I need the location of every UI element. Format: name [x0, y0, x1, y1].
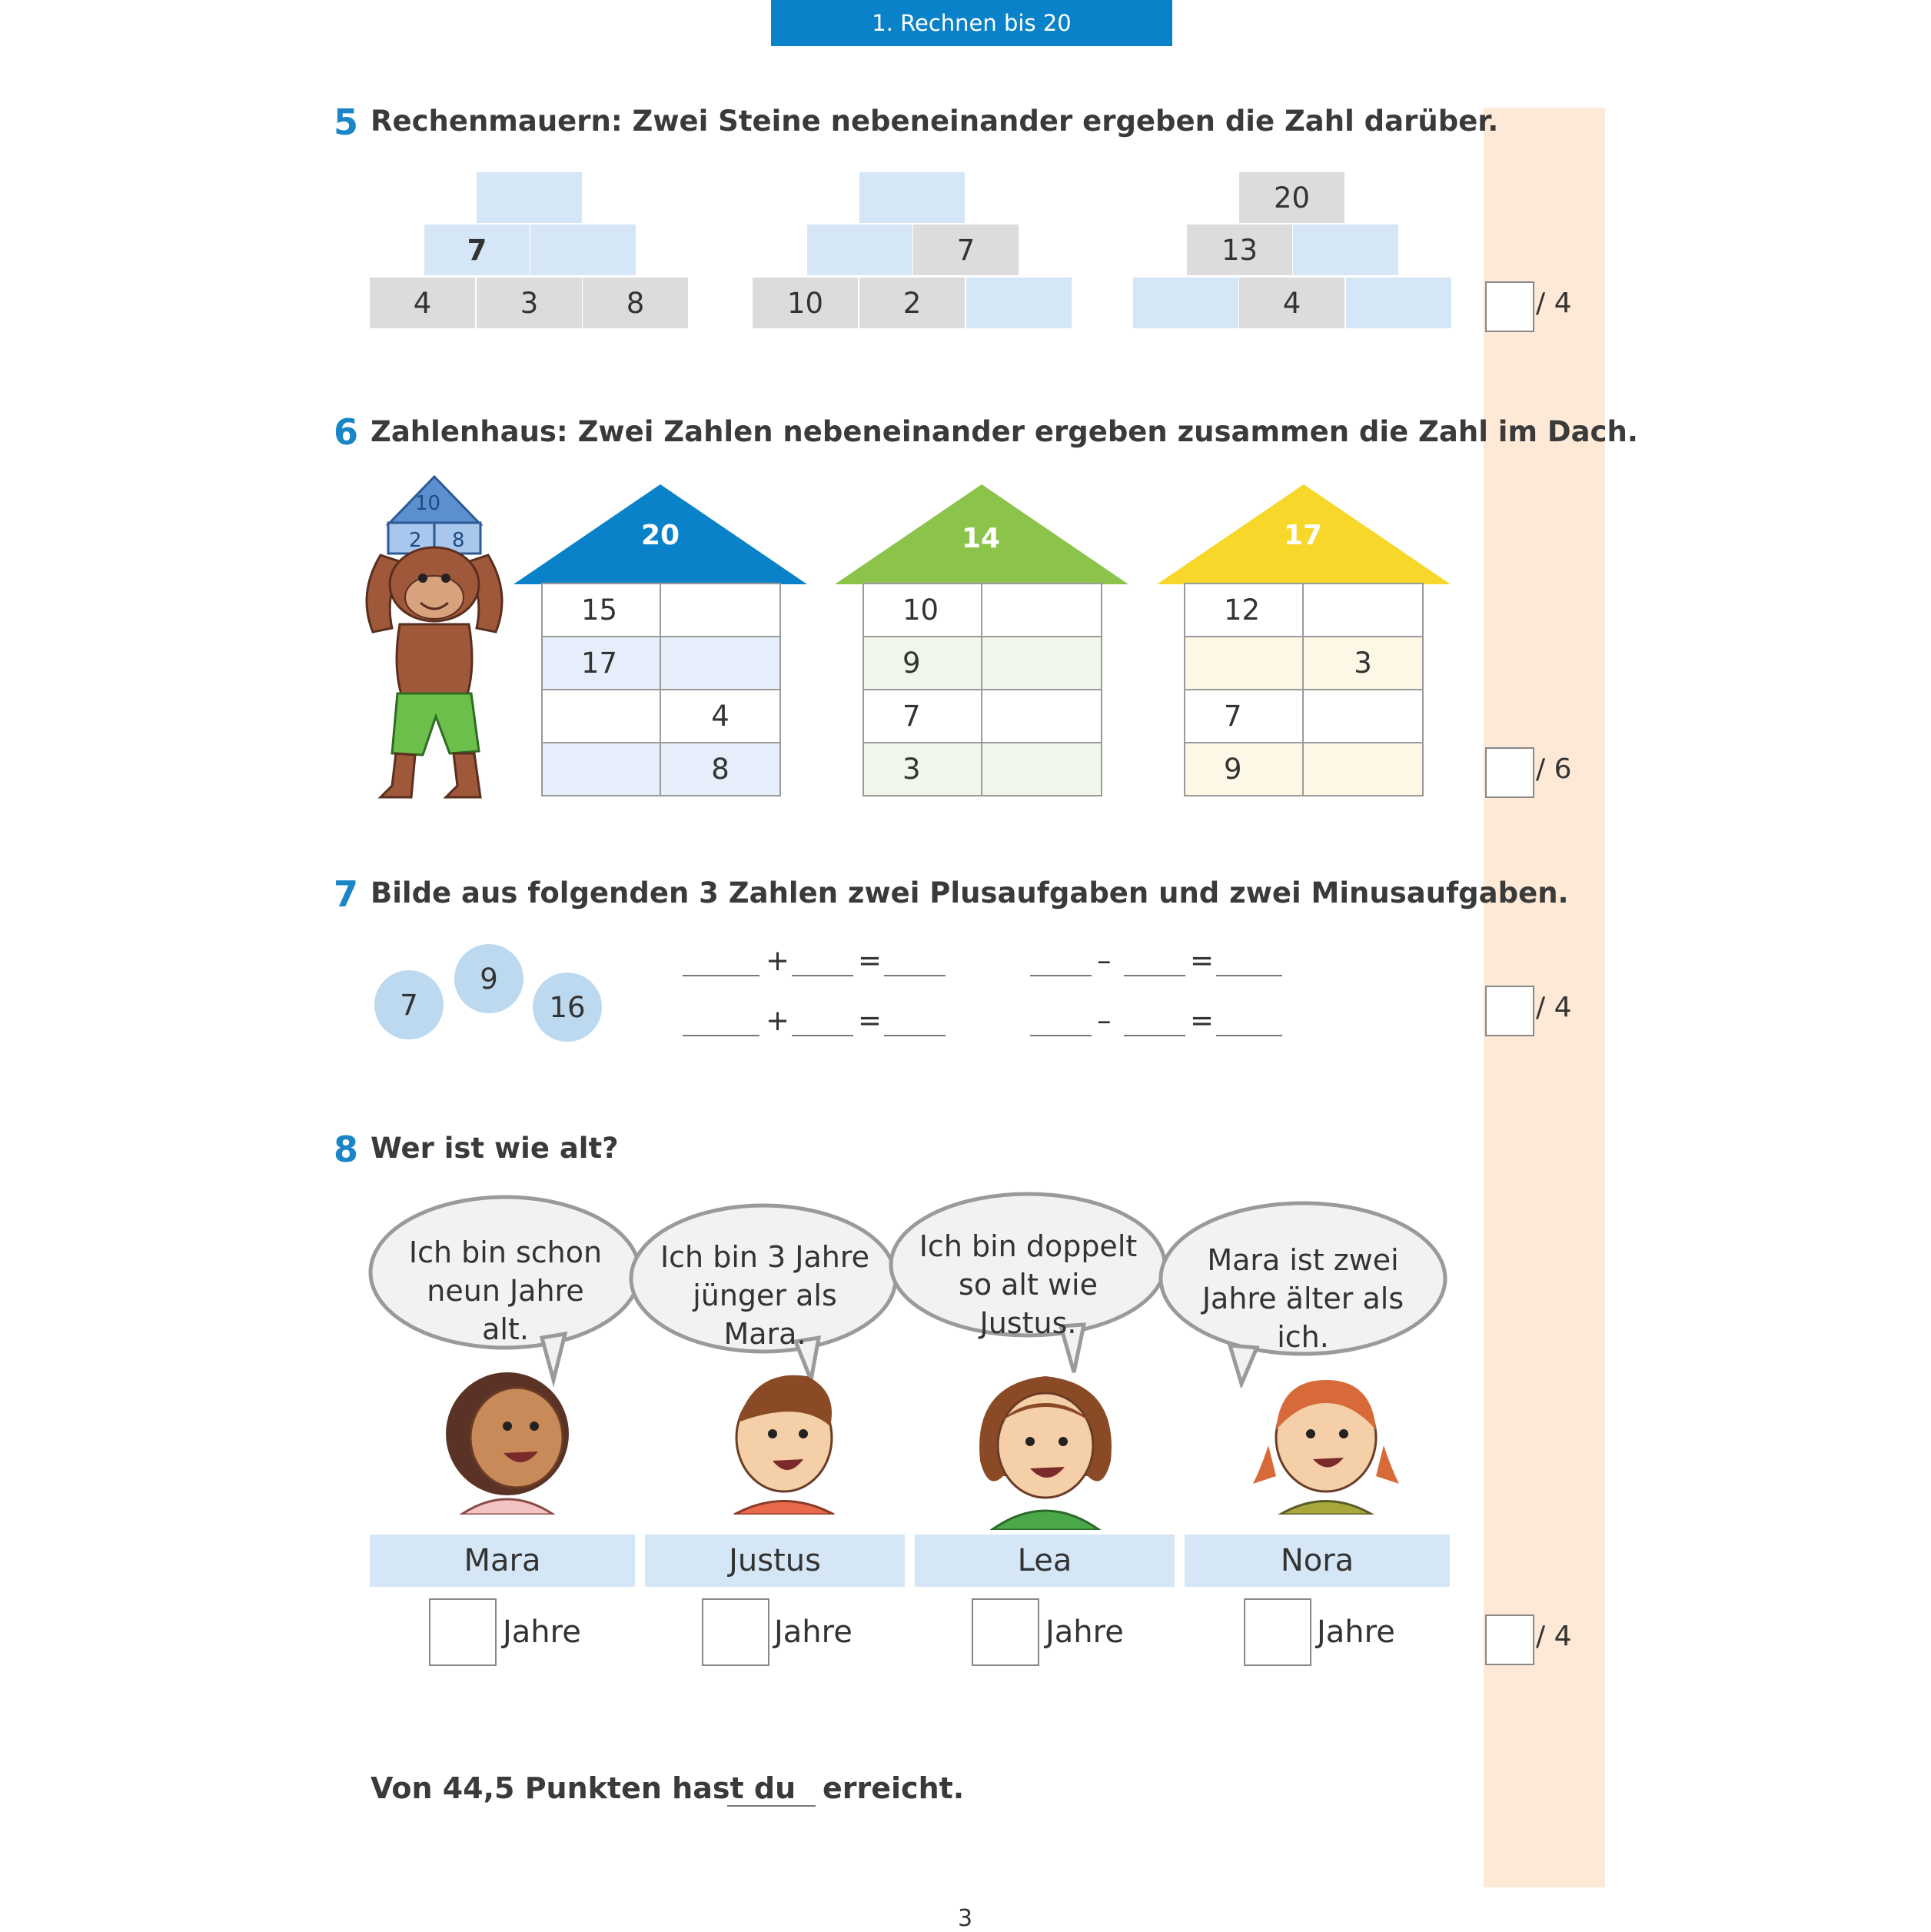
wall-2-mid-left[interactable]: [807, 224, 912, 275]
plus-2-operand-2[interactable]: [792, 1035, 853, 1036]
minus-1-sign: –: [1097, 944, 1112, 977]
wall-2-mid-right: 7: [913, 224, 1019, 275]
house-1-cell: 15: [542, 584, 660, 637]
speech-justus-line-1: Ich bin 3 Jahre: [660, 1240, 870, 1274]
score-max-ex6: / 6: [1536, 753, 1572, 785]
house-3-cell[interactable]: [1303, 690, 1423, 743]
house-2-cell: 10: [863, 584, 982, 637]
monkey-illustration: [350, 471, 519, 803]
house-3-cell[interactable]: [1303, 584, 1423, 637]
score-box-ex5[interactable]: [1485, 281, 1534, 332]
wall-3-bottom-3[interactable]: [1346, 278, 1451, 328]
number-circle-9: 9: [454, 944, 523, 1013]
plus-1-result[interactable]: [884, 975, 946, 976]
age-input-nora[interactable]: [1244, 1598, 1311, 1666]
minus-1-equals: =: [1190, 944, 1215, 977]
wall-3-bottom-1[interactable]: [1133, 278, 1238, 328]
page-number: 3: [958, 1905, 973, 1932]
house-1-cell[interactable]: [542, 743, 660, 796]
exercise-6-number: 6: [334, 411, 359, 453]
monkey-roof-number: 10: [415, 492, 441, 515]
house-1-cell[interactable]: [660, 584, 780, 637]
wall-2-bottom-3[interactable]: [966, 278, 1072, 328]
house-3-table: [1184, 583, 1424, 796]
score-max-ex7: / 4: [1536, 992, 1572, 1023]
house-2-roof-number: 14: [961, 523, 1001, 554]
chapter-header: 1. Rechnen bis 20: [771, 0, 1172, 46]
minus-2-operand-2[interactable]: [1124, 1035, 1185, 1036]
wall-1-mid-left: 7: [424, 224, 530, 275]
minus-2-equals: =: [1190, 1004, 1215, 1037]
speech-nora-line-2: Jahre älter als ich.: [1201, 1282, 1404, 1354]
house-1-cell[interactable]: [542, 690, 660, 743]
speech-nora-line-1: Mara ist zwei: [1207, 1243, 1399, 1277]
minus-2-sign: –: [1097, 1004, 1112, 1037]
footer-text-after: erreicht.: [823, 1771, 965, 1805]
exercise-7-instruction: Bilde aus folgenden 3 Zahlen zwei Plusaufgaben und zwei Minusaufgaben.: [371, 876, 1569, 909]
house-3-cell: 7: [1185, 690, 1303, 743]
minus-2-result[interactable]: [1216, 1035, 1282, 1036]
house-2-table: [862, 583, 1102, 796]
age-input-justus[interactable]: [702, 1598, 769, 1666]
nora-illustration: [1245, 1361, 1407, 1515]
mara-illustration: [430, 1361, 584, 1515]
house-1-roof-number: 20: [640, 520, 680, 551]
age-input-lea[interactable]: [972, 1598, 1039, 1666]
exercise-6-instruction: Zahlenhaus: Zwei Zahlen nebeneinander ergeben zusammen die Zahl im Dach.: [371, 415, 1638, 448]
score-box-ex7[interactable]: [1485, 986, 1534, 1036]
lea-illustration: [957, 1361, 1134, 1530]
house-1-cell: 8: [660, 743, 780, 796]
score-max-ex5: / 4: [1536, 288, 1572, 319]
plus-2-sign: +: [766, 1004, 790, 1037]
score-max-ex8: / 4: [1536, 1621, 1572, 1652]
house-3-cell: 9: [1185, 743, 1303, 796]
house-1-cell[interactable]: [660, 637, 780, 690]
plus-1-operand-1[interactable]: [683, 975, 759, 976]
wall-3-top: 20: [1239, 172, 1344, 223]
age-input-mara[interactable]: [429, 1598, 497, 1666]
age-unit-justus: Jahre: [774, 1614, 852, 1650]
exercise-8-instruction: Wer ist wie alt?: [371, 1132, 619, 1165]
name-nora: Nora: [1185, 1535, 1450, 1587]
wall-3-mid-right[interactable]: [1293, 224, 1398, 275]
speech-justus-line-2: jünger als Mara.: [693, 1279, 837, 1351]
wall-1-bottom-3: 8: [583, 278, 688, 328]
wall-2-bottom-2: 2: [859, 278, 965, 328]
house-2-cell[interactable]: [982, 743, 1102, 796]
monkey-left-number: 2: [409, 529, 422, 552]
house-3-cell[interactable]: [1303, 743, 1423, 796]
minus-1-operand-1[interactable]: [1030, 975, 1092, 976]
plus-2-result[interactable]: [884, 1035, 946, 1036]
house-3-cell[interactable]: [1185, 637, 1303, 690]
wall-1-bottom-1: 4: [370, 278, 475, 328]
justus-illustration: [707, 1361, 861, 1515]
house-1-table: [541, 583, 781, 796]
speech-lea-line-2: so alt wie Justus.: [959, 1268, 1098, 1340]
speech-mara-line-2: neun Jahre alt.: [427, 1274, 584, 1346]
wall-3-bottom-2: 4: [1239, 278, 1344, 328]
number-circle-16: 16: [533, 973, 602, 1042]
house-2-cell: 9: [863, 637, 982, 690]
wall-1-bottom-2: 3: [477, 278, 582, 328]
house-2-cell[interactable]: [982, 690, 1102, 743]
name-mara: Mara: [370, 1535, 635, 1587]
house-2-cell: 7: [863, 690, 982, 743]
exercise-5-instruction: Rechenmauern: Zwei Steine nebeneinander ergeben die Zahl darüber.: [371, 105, 1499, 138]
house-3-cell: 3: [1303, 637, 1423, 690]
minus-2-operand-1[interactable]: [1030, 1035, 1092, 1036]
house-3-cell: 12: [1185, 584, 1303, 637]
wall-2-top[interactable]: [859, 172, 965, 223]
exercise-5-number: 5: [334, 101, 359, 143]
speech-mara-line-1: Ich bin schon: [408, 1235, 603, 1269]
speech-mara: [400, 1233, 611, 1348]
house-2-cell[interactable]: [982, 584, 1102, 637]
speech-lea-line-1: Ich bin doppelt: [919, 1229, 1138, 1263]
number-circle-7: 7: [374, 970, 444, 1039]
wall-3-mid-left: 13: [1187, 224, 1292, 275]
monkey-right-number: 8: [452, 529, 465, 552]
score-box-ex8[interactable]: [1485, 1614, 1534, 1665]
plus-1-operand-2[interactable]: [792, 975, 853, 976]
wall-1-top[interactable]: [477, 172, 582, 223]
plus-1-sign: +: [766, 944, 790, 977]
house-1-cell: 17: [542, 637, 660, 690]
score-box-ex6[interactable]: [1485, 747, 1534, 798]
speech-justus: [650, 1238, 880, 1353]
speech-nora: [1176, 1241, 1430, 1356]
house-2-cell: 3: [863, 743, 982, 796]
wall-2-bottom-1: 10: [753, 278, 858, 328]
wall-1-mid-right[interactable]: [530, 224, 636, 275]
age-unit-nora: Jahre: [1317, 1614, 1395, 1650]
exercise-8-number: 8: [334, 1129, 359, 1170]
name-justus: Justus: [645, 1535, 905, 1587]
minus-1-operand-2[interactable]: [1124, 975, 1185, 976]
footer-text-before: Von 44,5 Punkten hast du: [371, 1771, 796, 1805]
house-1-cell: 4: [660, 690, 780, 743]
plus-2-equals: =: [858, 1004, 882, 1037]
exercise-7-number: 7: [334, 873, 359, 915]
house-2-cell[interactable]: [982, 637, 1102, 690]
total-points-input[interactable]: [727, 1805, 816, 1807]
plus-2-operand-1[interactable]: [683, 1035, 759, 1036]
minus-1-result[interactable]: [1216, 975, 1282, 976]
plus-1-equals: =: [858, 944, 882, 977]
age-unit-lea: Jahre: [1045, 1614, 1124, 1650]
house-3-roof-number: 17: [1283, 520, 1323, 551]
age-unit-mara: Jahre: [503, 1614, 581, 1650]
name-lea: Lea: [915, 1535, 1175, 1587]
speech-lea: [907, 1227, 1149, 1342]
